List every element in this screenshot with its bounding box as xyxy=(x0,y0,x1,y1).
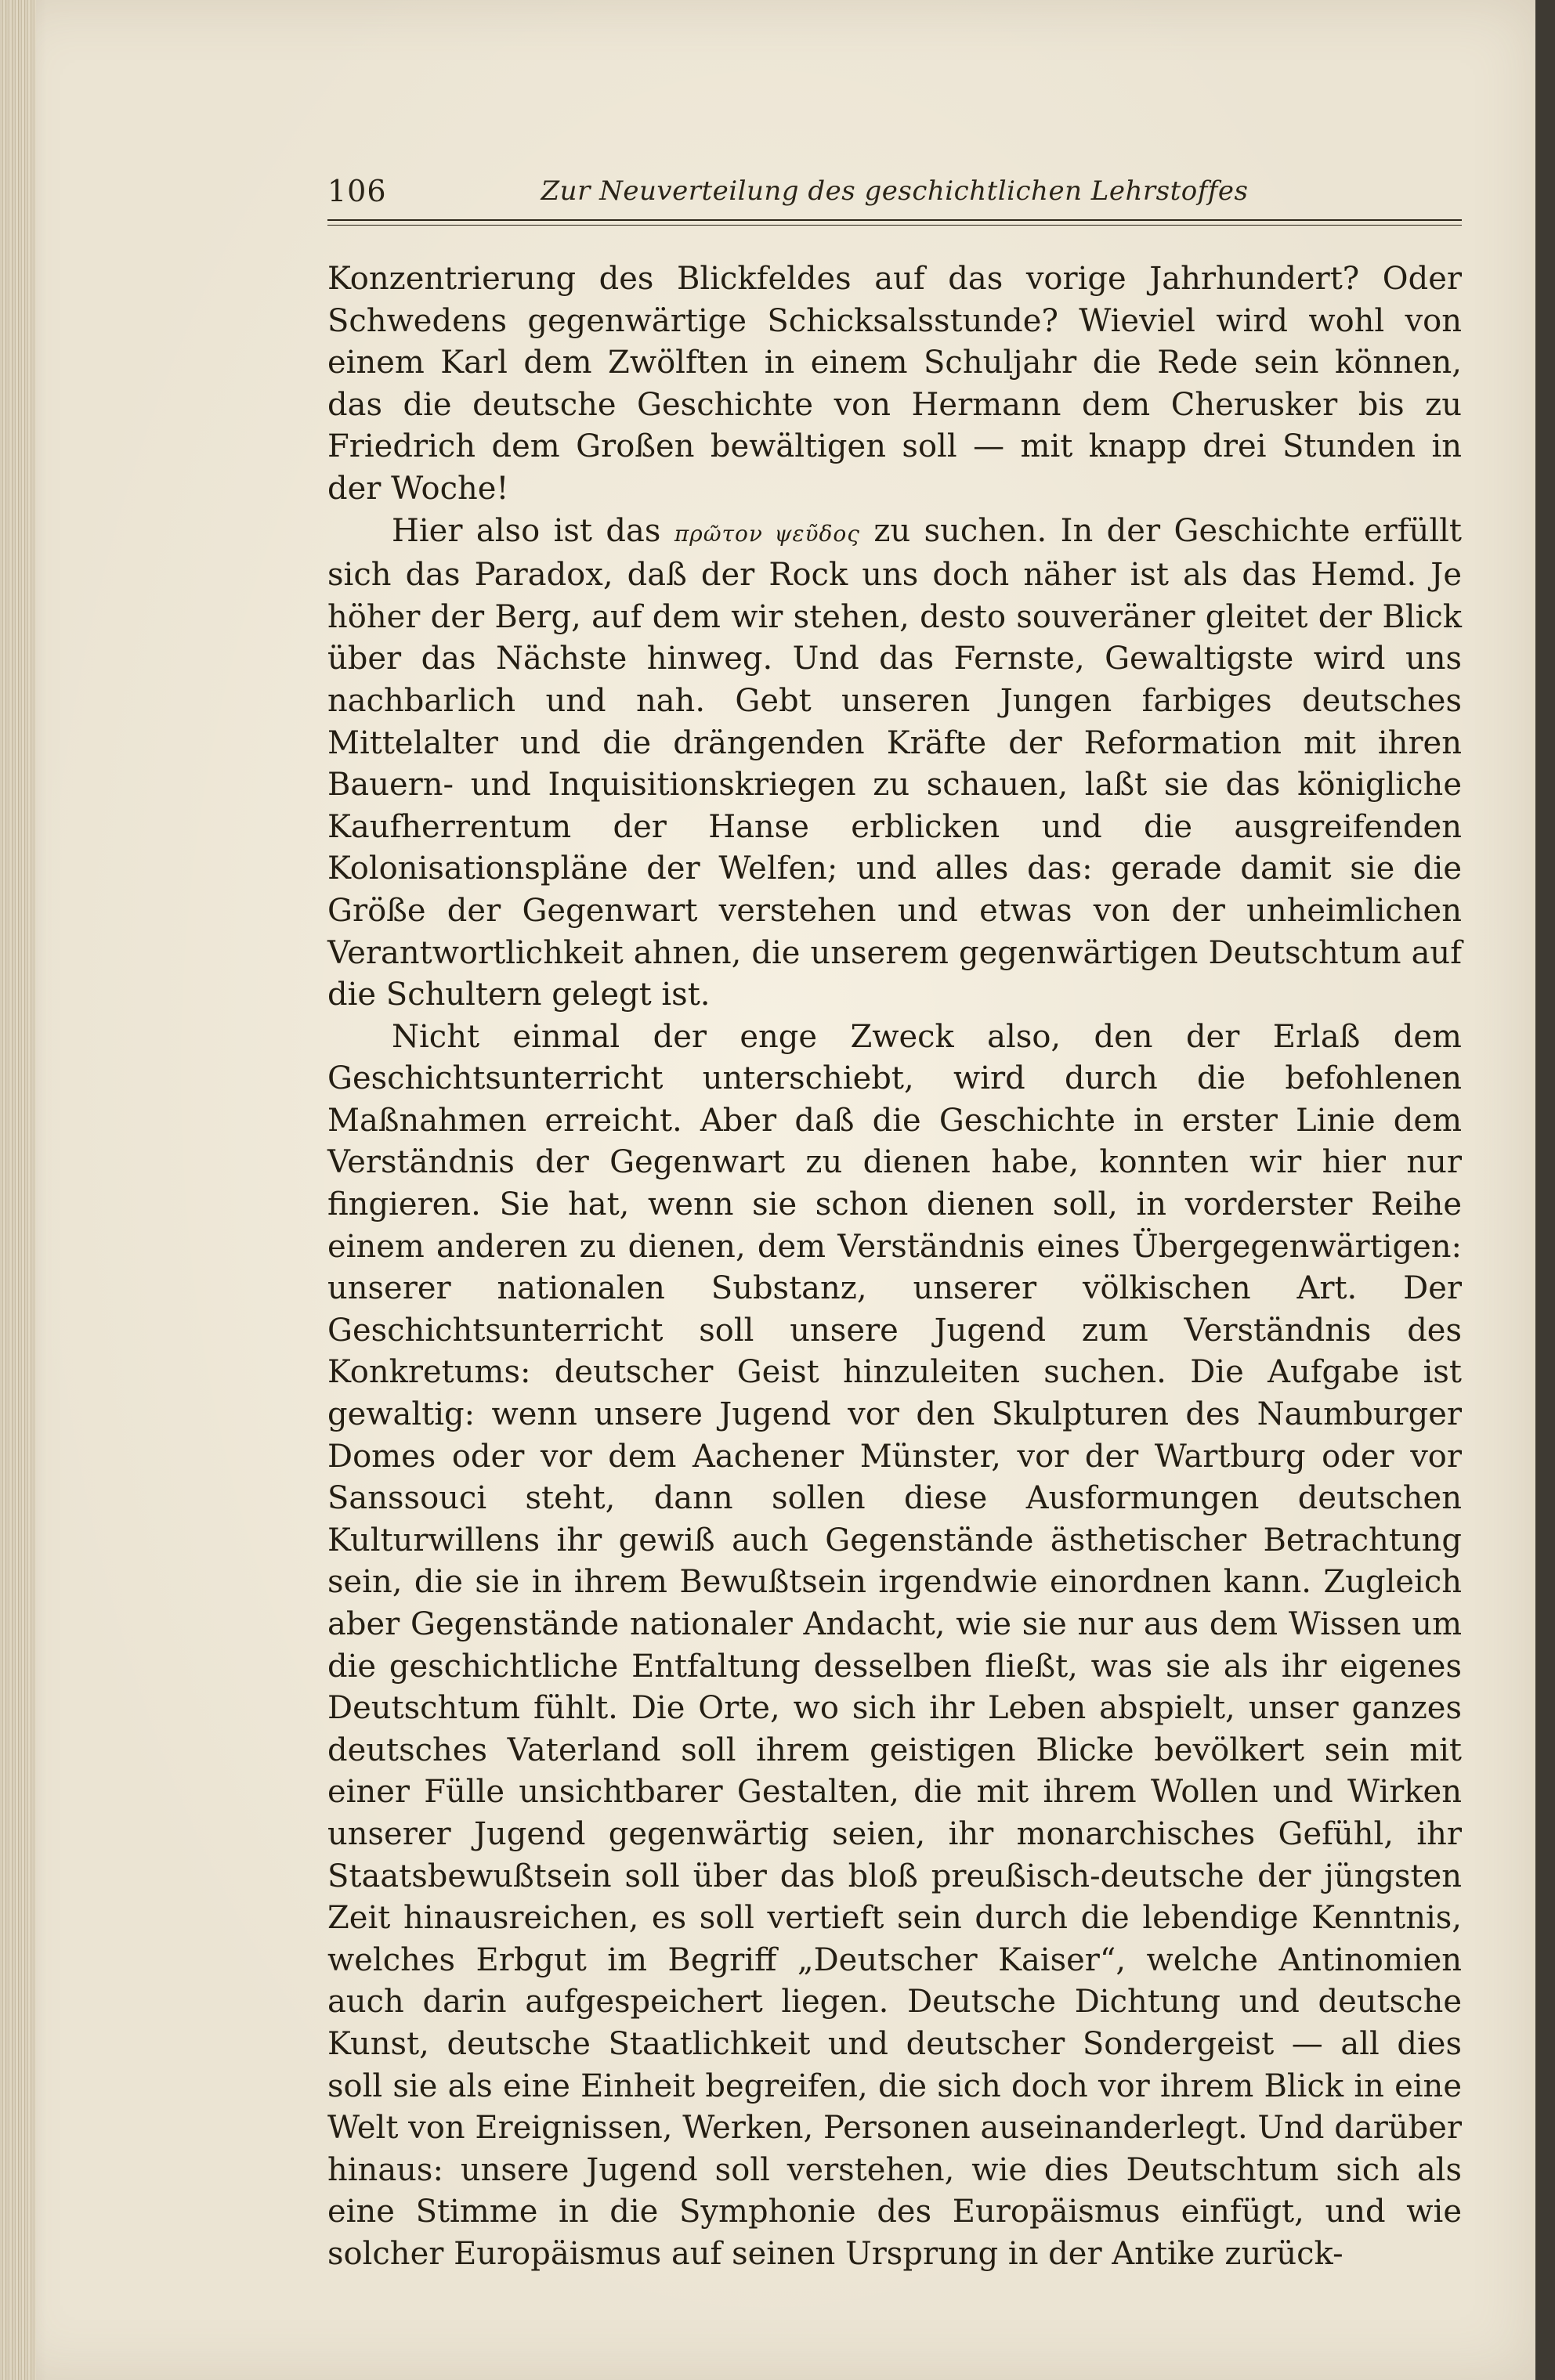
running-title: Zur Neuverteilung des geschichtlichen Lehrstoffes xyxy=(541,175,1249,207)
paragraph-3: Nicht einmal der enge Zweck also, den der Erlaß dem Geschichtsunterricht unterschiebt, wird durch die befohlenen Maßnahmen erreicht. Aber daß die Geschichte in erster Linie dem Verständnis der Gegenwart zu dienen habe, konnten wir hier nur fingieren. Sie hat, wenn sie schon dienen soll, in vorderster Reihe einem anderen zu dienen, dem Verständnis eines Übergegenwärtigen: unserer nationalen Substanz, unserer völkischen Art. Der Geschichtsunterricht soll unsere Jugend zum Verständnis des Konkretums: deutscher Geist hinzuleiten suchen. Die Aufgabe ist gewaltig: wenn unsere Jugend vor den Skulpturen des Naumburger Domes oder vor dem Aachener Münster, vor der Wartburg oder vor Sanssouci steht, dann sollen diese Ausformungen deutschen Kulturwillens ihr gewiß auch Gegenstände ästhetischer Betrachtung sein, die sie in ihrem Bewußtsein irgendwie einordnen kann. Zugleich aber Gegenstände nationaler Andacht, wie sie nur aus dem Wissen um die geschichtliche Entfaltung desselben fließt, was sie als ihr eigenes Deutschtum fühlt. Die Orte, wo sich ihr Leben abspielt, unser ganzes deutsches Vaterland soll ihrem geistigen Blicke bevölkert sein mit einer Fülle unsichtbarer Gestalten, die mit ihrem Wollen und Wirken unserer Jugend gegenwärtig seien, ihr monarchisches Gefühl, ihr Staatsbewußtsein soll über das bloß preußisch-deutsche der jüngsten Zeit hinausreichen, es soll vertieft sein durch die lebendige Kenntnis, welches Erbgut im Begriff „Deutscher Kaiser“, welche Antinomien auch darin aufgespeichert liegen. Deutsche Dichtung und deutsche Kunst, deutsche Staatlichkeit und deutscher Sondergeist — all dies soll sie als eine Einheit begreifen, die sich doch vor ihrem Blick in eine Welt von Ereignissen, Werken, Personen auseinanderlegt. Und darüber hinaus: unsere Jugend soll verstehen, wie dies Deutschtum sich als eine Stimme in die Symphonie des Europäismus einfügt, und wie solcher Europäismus auf seinen Ursprung in der Antike zurück- xyxy=(327,1018,1462,2272)
body-text xyxy=(327,258,1462,2276)
paragraph-2 xyxy=(327,511,1462,1017)
paragraph-2-start: Hier also ist das xyxy=(392,512,661,549)
paragraph-2-rest: zu suchen. In der Geschichte erfüllt sich das Paradox, daß der Rock uns doch näher ist als das Hemd. Je höher der Berg, auf dem wir stehen, desto souveräner gleitet der Blick über das Nächste hinweg. Und das Fernste, Gewaltigste wird uns nachbarlich und nah. Gebt unseren Jungen farbiges deutsches Mittelalter und die drängenden Kräfte der Reformation mit ihren Bauern- und Inquisitionskriegen zu schauen, laßt sie das königliche Kaufherrentum der Hanse erblicken und die ausgreifenden Kolonisationspläne der Welfen; und alles das: gerade damit sie die Größe der Gegenwart verstehen und etwas von der unheimlichen Verantwortlichkeit ahnen, die unserem gegenwärtigen Deutschtum auf die Schultern gelegt ist. xyxy=(327,512,1462,1013)
header-rule-thin xyxy=(327,225,1462,226)
greek-phrase: πρῶτον ψεῦδος xyxy=(674,520,860,547)
page-stack-edges xyxy=(0,0,36,2380)
page-number: 106 xyxy=(327,174,387,208)
header-rule-thick xyxy=(327,219,1462,221)
page-header xyxy=(327,171,1462,219)
paragraph-1: Konzentrierung des Blickfeldes auf das vorige Jahrhundert? Oder Schwedens gegenwärtige Schicksalsstunde? Wieviel wird wohl von einem Karl dem Zwölften in einem Schuljahr die Rede sein können, das die deutsche Geschichte von Hermann dem Cherusker bis zu Friedrich dem Großen bewältigen soll — mit knapp drei Stunden in der Woche! xyxy=(327,261,1462,507)
